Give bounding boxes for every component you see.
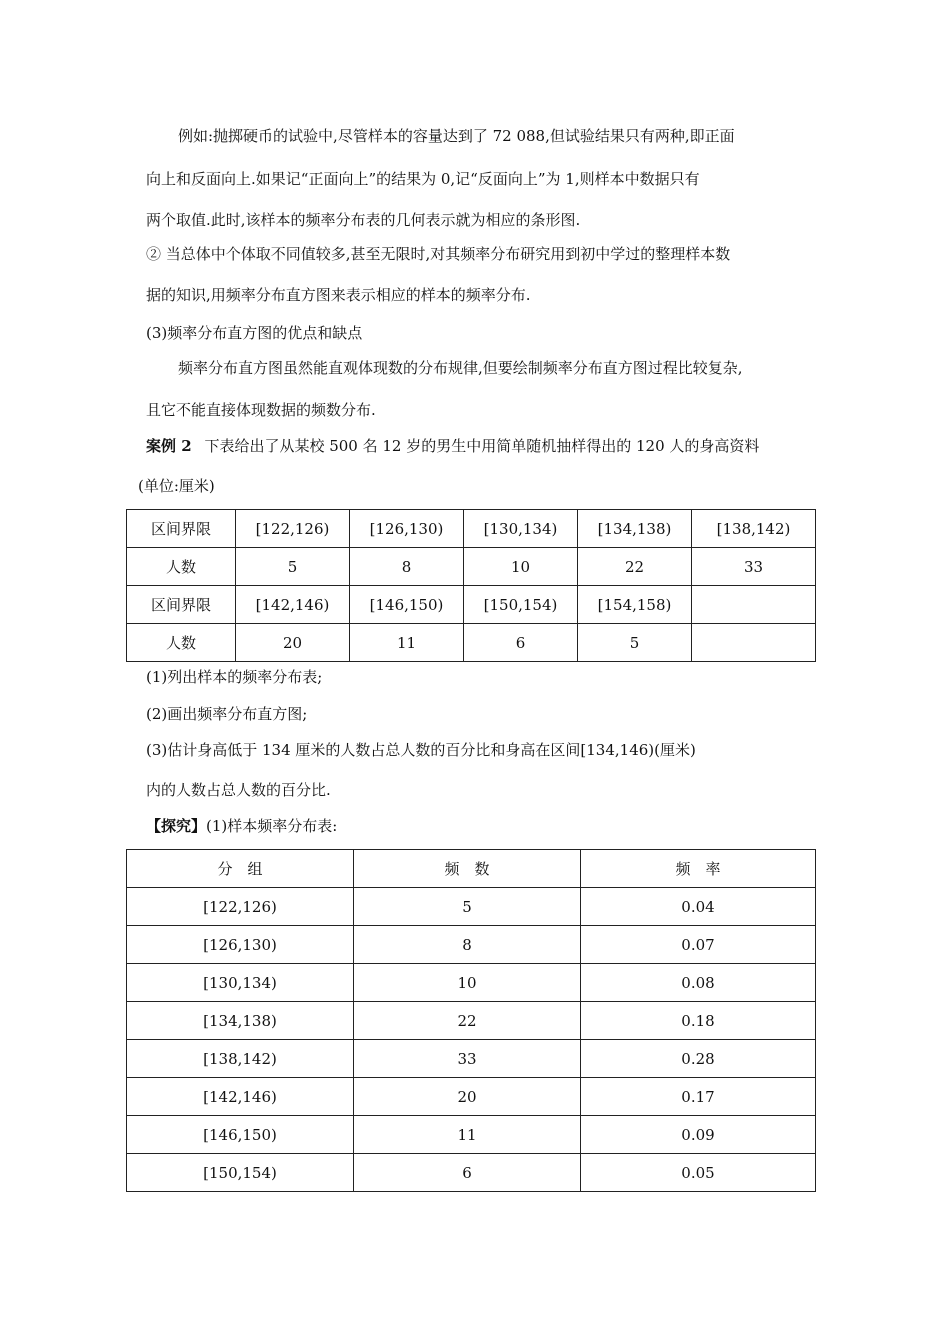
table-cell: 8 bbox=[350, 548, 464, 586]
table-cell: [134,138) bbox=[578, 510, 692, 548]
table-cell: [126,130) bbox=[350, 510, 464, 548]
table-cell: [146,150) bbox=[127, 1116, 354, 1154]
table-cell: 20 bbox=[236, 624, 350, 662]
explore-line bbox=[146, 815, 337, 837]
table-cell: [130,134) bbox=[127, 964, 354, 1002]
table-cell: [130,134) bbox=[464, 510, 578, 548]
frequency-distribution-table bbox=[126, 849, 816, 1192]
table-cell: [154,158) bbox=[578, 586, 692, 624]
column-header: 频 率 bbox=[581, 850, 816, 888]
explore-label: 【探究】 bbox=[146, 817, 207, 835]
table-row bbox=[127, 510, 816, 548]
table-cell: 22 bbox=[578, 548, 692, 586]
table-row bbox=[127, 624, 816, 662]
table-cell: [134,138) bbox=[127, 1002, 354, 1040]
table-cell: 11 bbox=[354, 1116, 581, 1154]
table-cell: 0.07 bbox=[581, 926, 816, 964]
table-cell: 33 bbox=[354, 1040, 581, 1078]
table-cell: [150,154) bbox=[127, 1154, 354, 1192]
paragraph-coin-line-3: 两个取值.此时,该样本的频率分布表的几何表示就为相应的条形图. bbox=[146, 211, 581, 229]
table-cell: [146,150) bbox=[350, 586, 464, 624]
row-header-cell: 区间界限 bbox=[127, 510, 236, 548]
table-cell: [138,142) bbox=[127, 1040, 354, 1078]
question-3-line-1: (3)估计身高低于 134 厘米的人数占总人数的百分比和身高在区间[134,146)(厘米) bbox=[146, 741, 696, 759]
table-cell: [126,130) bbox=[127, 926, 354, 964]
table-cell: 33 bbox=[692, 548, 816, 586]
table-row bbox=[127, 1040, 816, 1078]
question-3-line-2: 内的人数占总人数的百分比. bbox=[146, 781, 331, 799]
case-line-1 bbox=[146, 435, 759, 457]
table-cell: [138,142) bbox=[692, 510, 816, 548]
table-cell: 5 bbox=[236, 548, 350, 586]
table-cell: 0.05 bbox=[581, 1154, 816, 1192]
table-row bbox=[127, 926, 816, 964]
paragraph-histogram-line-2: 且它不能直接体现数据的频数分布. bbox=[146, 401, 376, 419]
paragraph-continuous-line-1: ② 当总体中个体取不同值较多,甚至无限时,对其频率分布研究用到初中学过的整理样本数 bbox=[146, 245, 731, 263]
table-cell: [122,126) bbox=[236, 510, 350, 548]
table-cell: 22 bbox=[354, 1002, 581, 1040]
table-row bbox=[127, 1116, 816, 1154]
table-cell: 20 bbox=[354, 1078, 581, 1116]
table-cell: 6 bbox=[464, 624, 578, 662]
case-text: 下表给出了从某校 500 名 12 岁的男生中用简单随机抽样得出的 120 人的身高资料 bbox=[204, 437, 760, 455]
table-header-row bbox=[127, 850, 816, 888]
table-cell: 8 bbox=[354, 926, 581, 964]
column-header: 频 数 bbox=[354, 850, 581, 888]
table-cell: 0.28 bbox=[581, 1040, 816, 1078]
table-cell: 5 bbox=[578, 624, 692, 662]
case-label: 案例 2 bbox=[146, 437, 192, 455]
table-row bbox=[127, 586, 816, 624]
table-row bbox=[127, 888, 816, 926]
table-cell: 0.09 bbox=[581, 1116, 816, 1154]
table-cell: 5 bbox=[354, 888, 581, 926]
paragraph-coin-line-1: 例如:抛掷硬币的试验中,尽管样本的容量达到了 72 088,但试验结果只有两种,即正面 bbox=[178, 127, 735, 145]
table-cell bbox=[692, 586, 816, 624]
question-1: (1)列出样本的频率分布表; bbox=[146, 668, 323, 686]
column-header: 分 组 bbox=[127, 850, 354, 888]
table-cell: 0.17 bbox=[581, 1078, 816, 1116]
table-row bbox=[127, 1154, 816, 1192]
table-cell: 0.08 bbox=[581, 964, 816, 1002]
paragraph-histogram-line-1: 频率分布直方图虽然能直观体现数的分布规律,但要绘制频率分布直方图过程比较复杂, bbox=[178, 359, 743, 377]
row-header-cell: 人数 bbox=[127, 548, 236, 586]
question-2: (2)画出频率分布直方图; bbox=[146, 705, 308, 723]
table-cell: 0.18 bbox=[581, 1002, 816, 1040]
table-cell: [142,146) bbox=[236, 586, 350, 624]
explore-text: (1)样本频率分布表: bbox=[206, 817, 338, 835]
table-row bbox=[127, 1078, 816, 1116]
row-header-cell: 人数 bbox=[127, 624, 236, 662]
table-row bbox=[127, 964, 816, 1002]
row-header-cell: 区间界限 bbox=[127, 586, 236, 624]
table-cell: 10 bbox=[464, 548, 578, 586]
case-line-2-unit: (单位:厘米) bbox=[138, 477, 215, 495]
table-row bbox=[127, 548, 816, 586]
table-row bbox=[127, 1002, 816, 1040]
table-cell: [150,154) bbox=[464, 586, 578, 624]
table-cell: 10 bbox=[354, 964, 581, 1002]
table-cell: [142,146) bbox=[127, 1078, 354, 1116]
paragraph-continuous-line-2: 据的知识,用频率分布直方图来表示相应的样本的频率分布. bbox=[146, 286, 531, 304]
table-cell: [122,126) bbox=[127, 888, 354, 926]
table-cell bbox=[692, 624, 816, 662]
section-heading-pros-cons: (3)频率分布直方图的优点和缺点 bbox=[146, 324, 363, 342]
table-cell: 11 bbox=[350, 624, 464, 662]
height-data-table bbox=[126, 509, 816, 662]
paragraph-coin-line-2: 向上和反面向上.如果记“正面向上”的结果为 0,记“反面向上”为 1,则样本中数据只有 bbox=[146, 170, 700, 188]
table-cell: 0.04 bbox=[581, 888, 816, 926]
table-cell: 6 bbox=[354, 1154, 581, 1192]
